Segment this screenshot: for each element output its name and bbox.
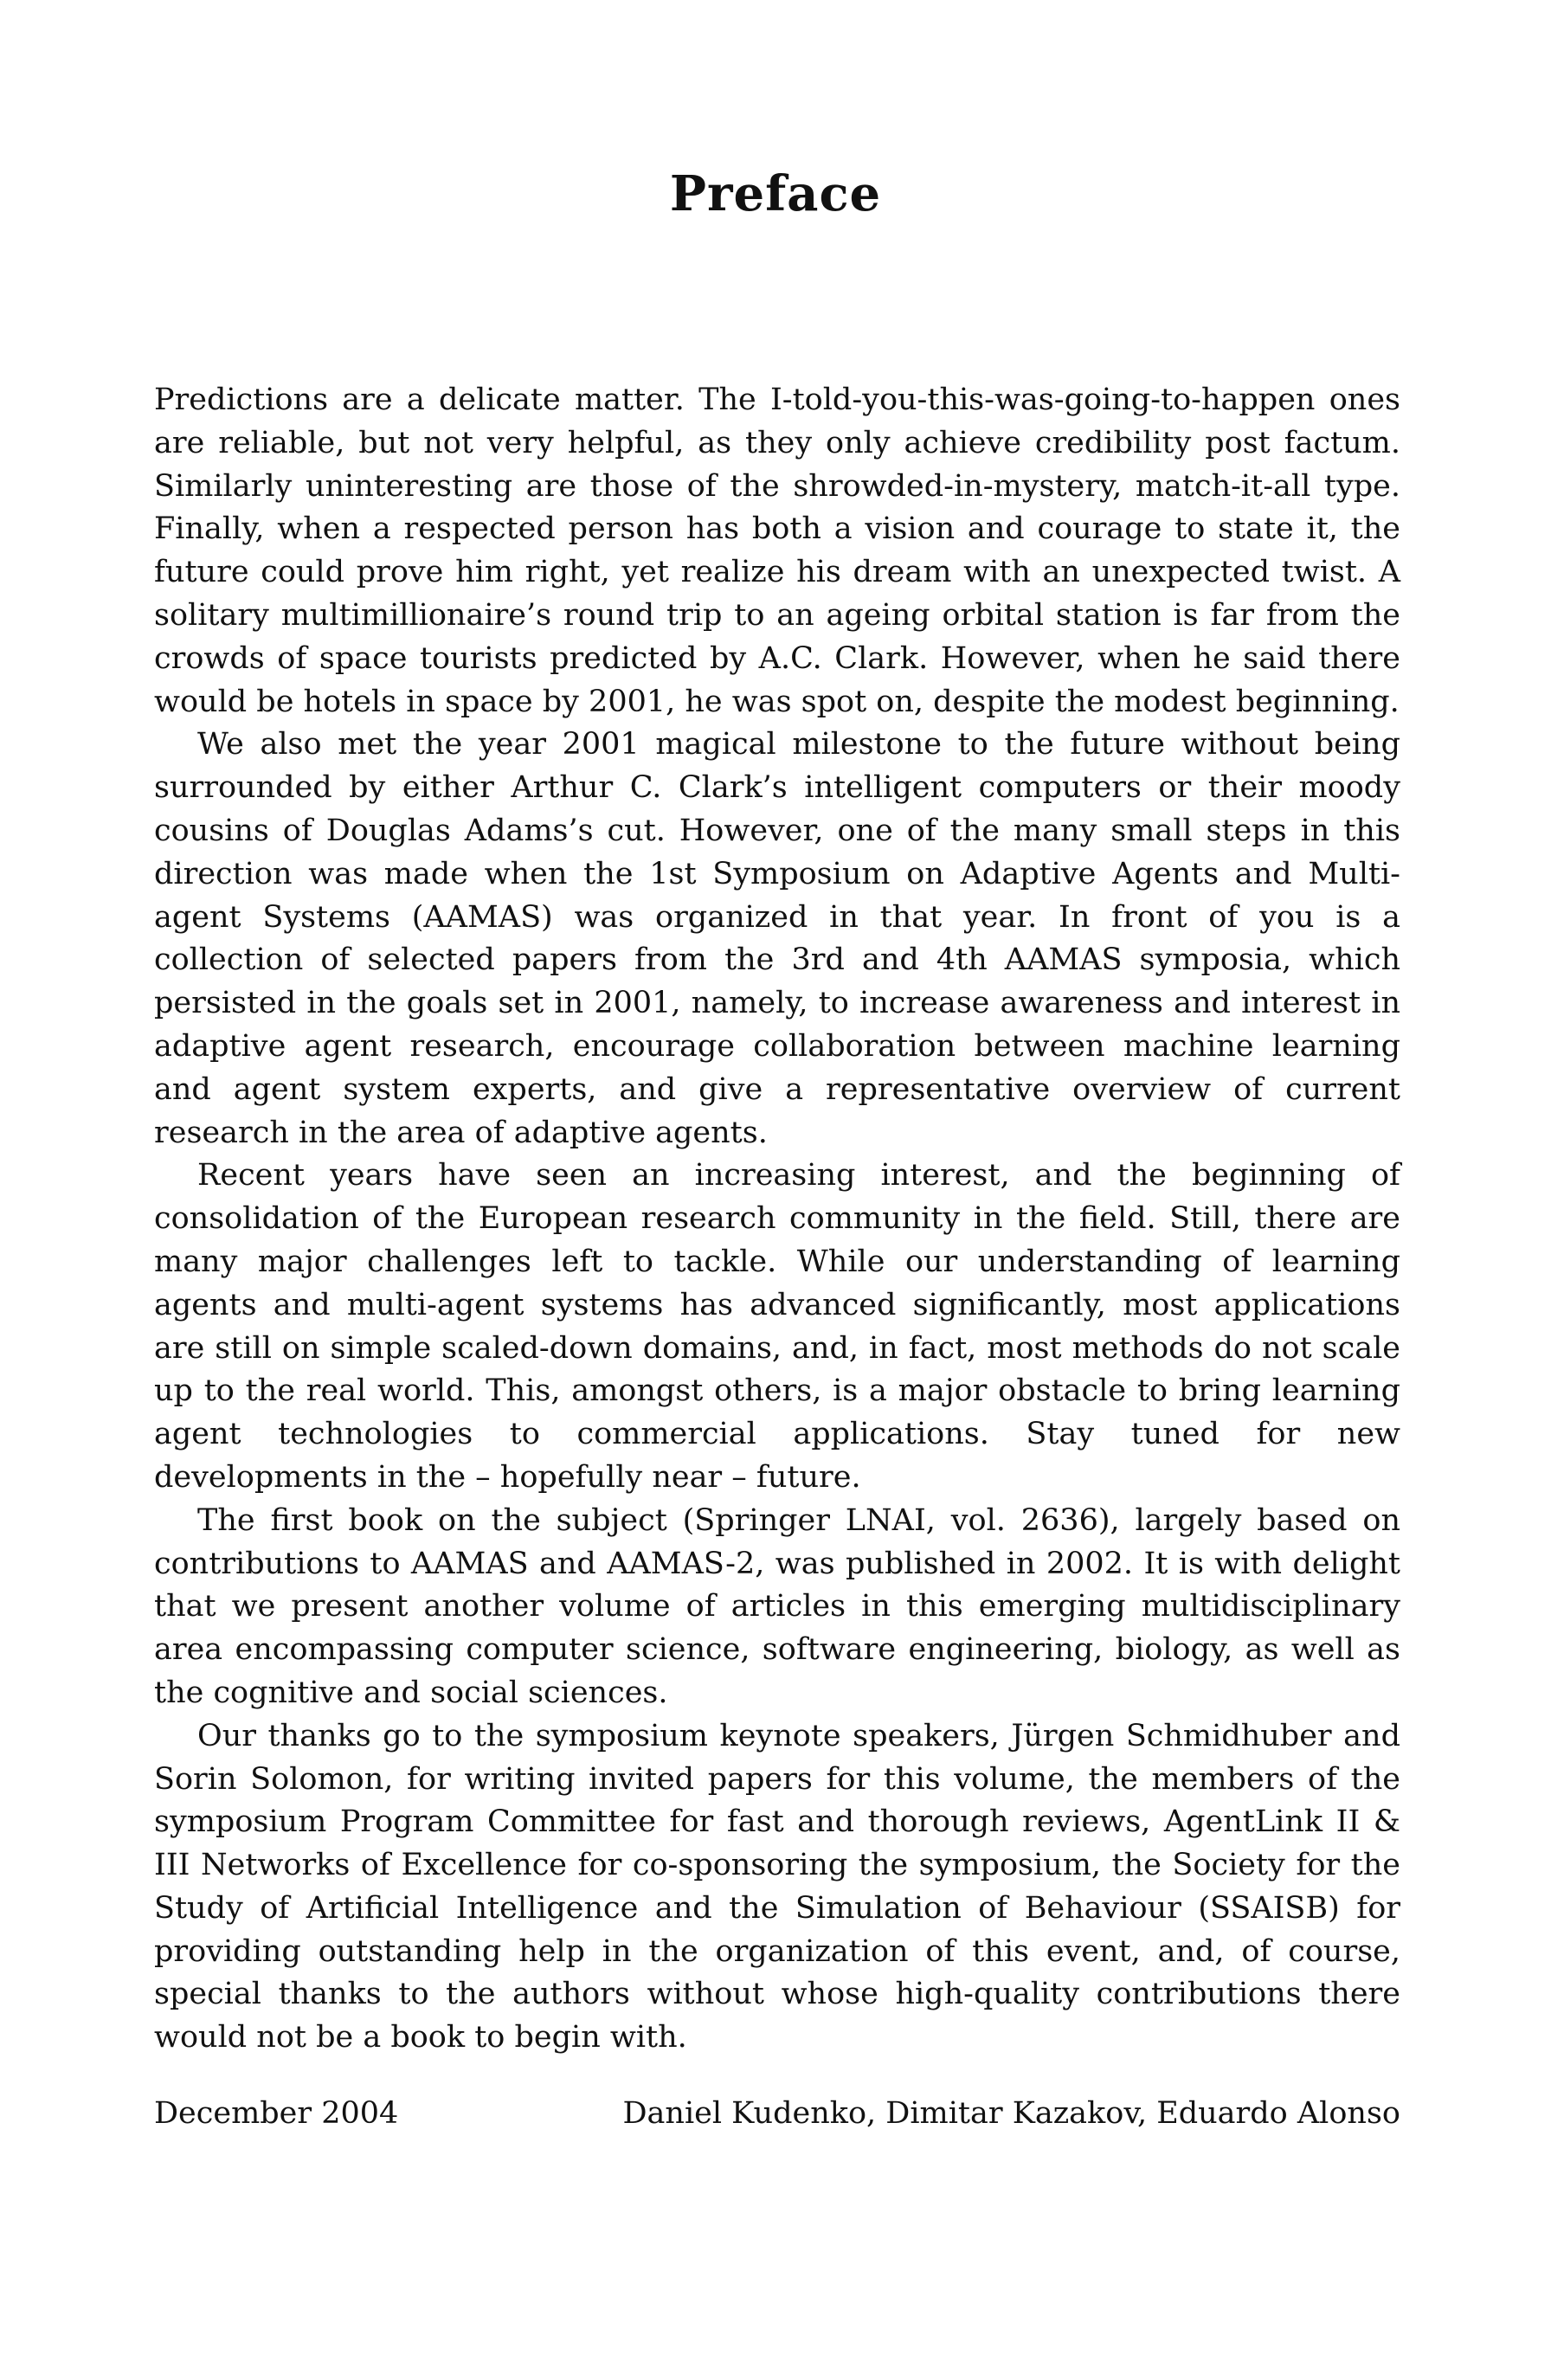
signature-date: December 2004 (154, 2096, 399, 2131)
page-title: Preface (669, 165, 882, 222)
paragraph-4: The first book on the subject (Springer LNAI, vol. 2636), largely based on contributions to AAMAS and AAMAS-2, was published in 2002. It is with delight that we present another volume of articles in this emerging multidisciplinary area encompassing computer science, software engineering, biology, as well as the cognitive and social sciences. (154, 1502, 1400, 1710)
signature-line (154, 2093, 1400, 2136)
paragraph-2: We also met the year 2001 magical milestone to the future without being surrounded by either Arthur C. Clark’s intelligent computers or their moody cousins of Douglas Adams’s cut. However, one of the many small steps in this direction was made when the 1st Symposium on Adaptive Agents and Multi-agent Systems (AAMAS) was organized in that year. In front of you is a collection of selected papers from the 3rd and 4th AAMAS symposia, which persisted in the goals set in 2001, namely, to increase awareness and interest in adaptive agent research, encourage collaboration between machine learning and agent system experts, and give a representative overview of current research in the area of adaptive agents. (154, 727, 1400, 1150)
paragraph-3: Recent years have seen an increasing interest, and the beginning of consolidation of the European research community in the field. Still, there are many major challenges left to tackle. While our understanding of learning agents and multi-agent systems has advanced significantly, most applications are still on simple scaled-down domains, and, in fact, most methods do not scale up to the real world. This, amongst others, is a major obstacle to bring learning agent technologies to commercial applications. Stay tuned for new developments in the – hopefully near – future. (154, 1158, 1400, 1495)
paragraph-5: Our thanks go to the symposium keynote speakers, Jürgen Schmidhuber and Sorin Solomon, for writing invited papers for this volume, the members of the symposium Program Committee for fast and thorough reviews, AgentLink II & III Networks of Excellence for co-sponsoring the symposium, the Society for the Study of Artificial Intelligence and the Simulation of Behaviour (SSAISB) for providing outstanding help in the organization of this event, and, of course, special thanks to the authors without whose high-quality contributions there would not be a book to begin with. (154, 1718, 1400, 2055)
paragraph-1: Predictions are a delicate matter. The I-told-you-this-was-going-to-happen ones are reliable, but not very helpful, as they only achieve credibility post factum. Similarly uninteresting are those of the shrowded-in-mystery, match-it-all type. Finally, when a respected person has both a vision and courage to state it, the future could prove him right, yet realize his dream with an unexpected twist. A solitary multimillionaire’s round trip to an ageing orbital station is far from the crowds of space tourists predicted by A.C. Clark. However, when he said there would be hotels in space by 2001, he was spot on, despite the modest beginning. (154, 383, 1400, 719)
signature-authors: Daniel Kudenko, Dimitar Kazakov, Eduardo Alonso (622, 2096, 1400, 2131)
preface-body (154, 379, 1400, 2060)
